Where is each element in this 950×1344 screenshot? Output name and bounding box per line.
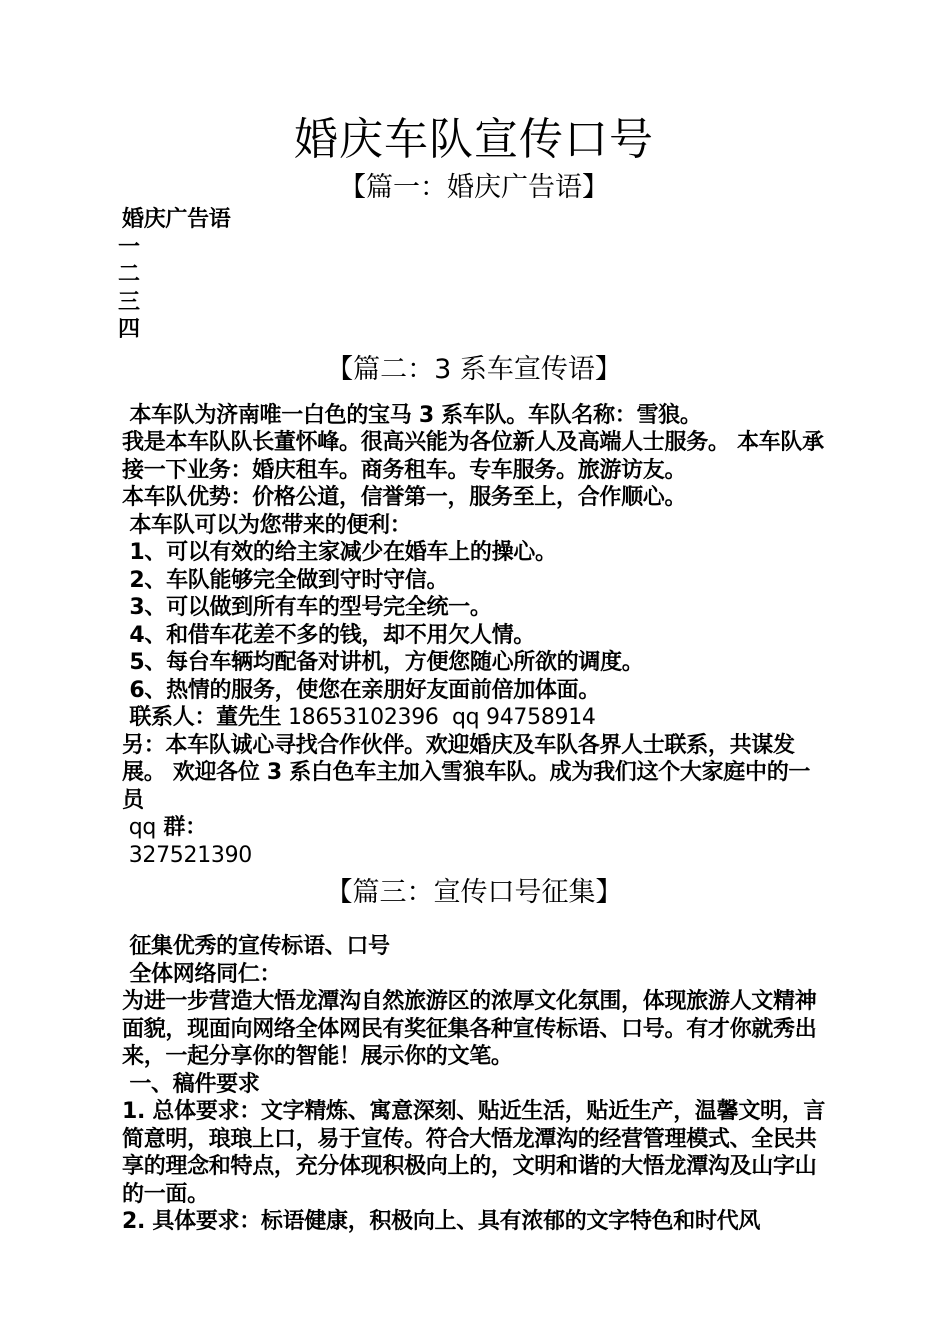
benefit-item: 2、车队能够完全做到守时守信。	[122, 567, 449, 593]
section3-paragraph: 为进一步营造大悟龙潭沟自然旅游区的浓厚文化氛围，体现旅游人文精神面貌，现面向网络全体网民有奖征集各种宣传标语、口号。有才你就秀出来，一起分享你的智能！展示你的文笔。	[122, 989, 817, 1069]
section2-line: 本车队为济南唯一白色的宝马 3 系车队。车队名称：雪狼。	[122, 402, 702, 428]
section3-line: 征集优秀的宣传标语、口号	[122, 934, 390, 959]
section2-line: 本车队优势：价格公道，信誉第一，服务至上，合作顺心。	[122, 485, 687, 510]
contact-label: 联系人：董先生	[122, 705, 282, 730]
contact-line	[122, 704, 830, 732]
section3-paragraph: 2. 具体要求：标语健康，积极向上、具有浓郁的文字特色和时代风	[122, 1209, 761, 1234]
section2-body	[118, 402, 830, 870]
benefit-item: 1、可以有效的给主家减少在婚车上的操心。	[122, 540, 557, 565]
section1-line: 三	[118, 289, 140, 315]
benefit-item: 3、可以做到所有车的型号完全统一。	[122, 595, 492, 620]
section3-line: 一、稿件要求	[122, 1071, 260, 1097]
benefit-item: 5、每台车辆均配备对讲机，方便您随心所欲的调度。	[122, 650, 644, 675]
section2-heading: 【篇二：3 系车宣传语】	[326, 353, 622, 385]
section3-body	[118, 933, 830, 1236]
section2-paragraph: 另：本车队诚心寻找合作伙伴。欢迎婚庆及车队各界人士联系，共谋发展。 欢迎各位 3 系白色车主加入雪狼车队。成为我们这个大家庭中的一员	[122, 732, 811, 813]
qq-group-label: qq 群：	[122, 815, 207, 840]
contact-info: 18653102396 qq 94758914	[281, 705, 596, 730]
section3-paragraph: 1. 总体要求：文字精炼、寓意深刻、贴近生活，贴近生产，温馨文明，言简意明，琅琅上口，易于宣传。符合大悟龙潭沟的经营管理模式、全民共享的理念和特点，充分体现积极向上的，文明和谐的大悟龙潭沟及山字山的一面。	[122, 1099, 826, 1207]
section1-line: 二	[118, 262, 140, 287]
section3-line: 全体网络同仁：	[122, 961, 282, 987]
benefit-item: 6、热情的服务，使您在亲朋好友面前倍加体面。	[122, 677, 601, 703]
qq-group-number: 327521390	[122, 842, 252, 868]
document-title: 婚庆车队宣传口号	[294, 114, 654, 165]
section1-line: 四	[118, 317, 140, 342]
section2-line: 本车队可以为您带来的便利：	[122, 512, 412, 538]
section3-heading: 【篇三：宣传口号征集】	[325, 877, 623, 908]
section1-heading: 【篇一：婚庆广告语】	[339, 172, 609, 203]
section1-line: 一	[118, 234, 140, 260]
section1-body	[118, 206, 830, 344]
section2-paragraph: 我是本车队队长董怀峰。很高兴能为各位新人及高端人士服务。 本车队承接一下业务：婚庆租车。商务租车。专车服务。旅游访友。	[122, 430, 824, 483]
benefit-item: 4、和借车花差不多的钱，却不用欠人情。	[122, 622, 535, 648]
section1-line: 婚庆广告语	[122, 207, 231, 232]
